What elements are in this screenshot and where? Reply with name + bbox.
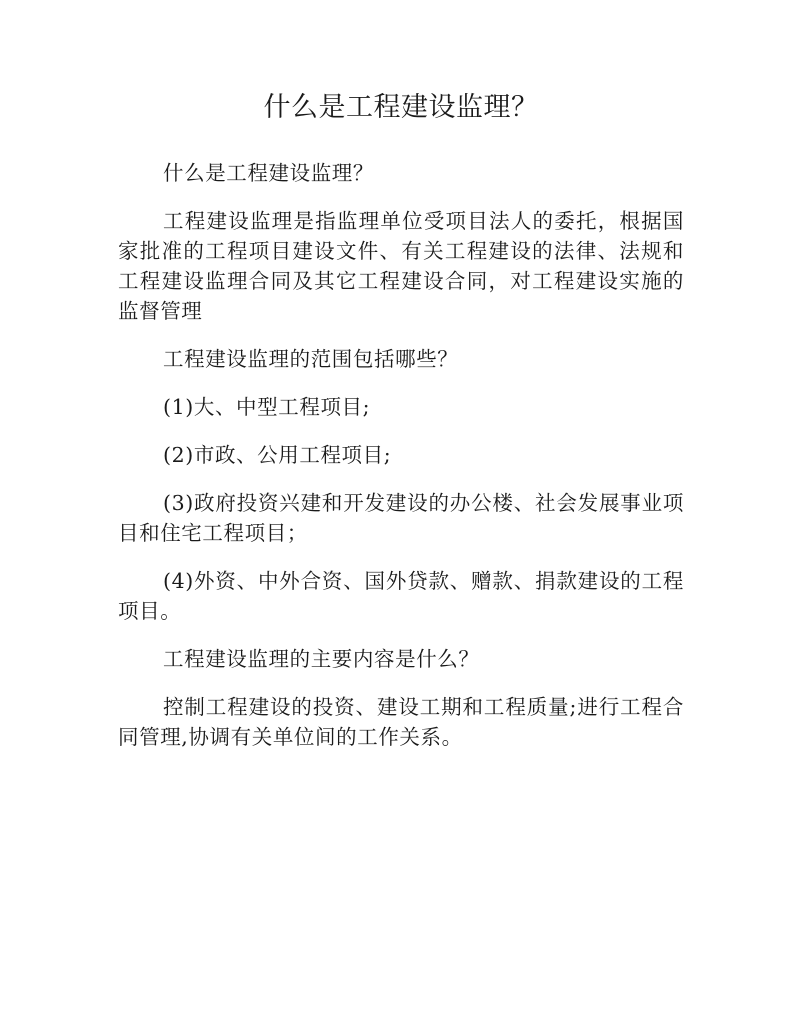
paragraph-question-3: 工程建设监理的主要内容是什么？ [163,647,480,671]
list-item-4: (4)外资、中外合资、国外贷款、赠款、捐款建设的工程项目。 [118,569,684,623]
paragraph-question-2: 工程建设监理的范围包括哪些？ [163,347,459,371]
document-title: 什么是工程建设监理？ [263,92,539,123]
list-item-1: (1)大、中型工程项目; [163,395,371,419]
document-page [118,88,684,770]
paragraph-definition: 工程建设监理是指监理单位受项目法人的委托，根据国家批准的工程项目建设文件、有关工程建设的法律、法规和工程建设监理合同及其它工程建设合同，对工程建设实施的监督管理 [118,209,684,323]
paragraph-question-1: 什么是工程建设监理？ [163,161,374,185]
list-item-2: (2)市政、公用工程项目; [163,443,392,467]
list-item-3: (3)政府投资兴建和开发建设的办公楼、社会发展事业项目和住宅工程项目； [118,491,684,545]
paragraph-content: 控制工程建设的投资、建设工期和工程质量;进行工程合同管理,协调有关单位间的工作关系。 [118,695,684,749]
